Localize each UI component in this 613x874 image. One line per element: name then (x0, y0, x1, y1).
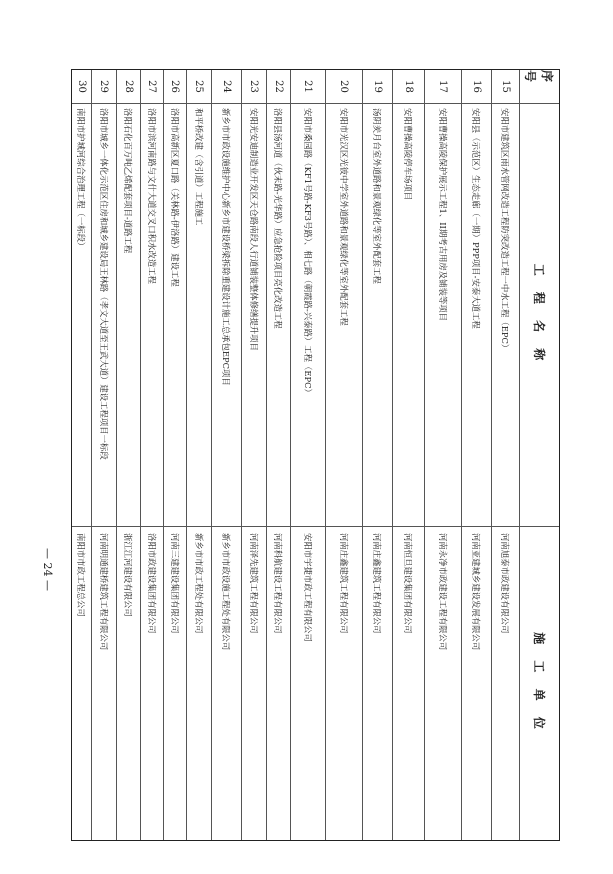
rotated-table-wrapper (71, 69, 560, 841)
table-row (461, 70, 491, 840)
row-unit: 南阳市市政工程总公司 (76, 533, 87, 617)
table-header-row (519, 70, 559, 840)
row-no: 23 (242, 70, 266, 104)
table-row (140, 70, 163, 840)
row-unit: 河南旭泰市政建设有限公司 (500, 533, 511, 634)
row-name: 安阳县（示范区）生态走廊（一期）PPP项目-安泰大道工程 (462, 104, 491, 527)
row-unit: 河南科航建设工程有限公司 (273, 533, 284, 634)
row-no: 15 (492, 70, 519, 104)
table-row (241, 70, 266, 840)
row-name: 南阳市护城河综合治理工程（一标段） (72, 104, 91, 527)
table-row (116, 70, 140, 840)
table-row (424, 70, 461, 840)
row-unit: 安阳市宇捷市政工程有限公司 (303, 533, 313, 642)
row-unit: 河南三建建设集团有限公司 (170, 533, 180, 634)
table-row (266, 70, 290, 840)
row-no: 28 (117, 70, 140, 104)
table-row (163, 70, 186, 840)
row-unit: 新乡市市政设施工程处有限公司 (221, 533, 232, 651)
row-no: 25 (187, 70, 211, 104)
row-no: 27 (141, 70, 163, 104)
project-table (71, 69, 560, 841)
row-name: 安阳曹操高陵停车场项目 (393, 104, 424, 527)
row-no: 18 (393, 70, 424, 104)
table-row (186, 70, 211, 840)
page-number: — 24 — (41, 548, 54, 591)
row-no: 24 (212, 70, 241, 104)
table-row (362, 70, 392, 840)
row-name: 安阳光安迪制造业开发区天仓路南段人行道铺装整体修缮提升项目 (242, 104, 266, 527)
table-row (91, 70, 116, 840)
row-unit: 河南泽先建筑工程有限公司 (249, 533, 259, 634)
row-unit: 河南庄鑫建筑工程有限公司 (339, 533, 349, 634)
row-no: 20 (326, 70, 362, 104)
row-name: 洛阳石化百万吨乙烯配套项目-道路工程 (117, 104, 140, 527)
row-no: 26 (164, 70, 186, 104)
row-no: 21 (291, 70, 325, 104)
row-name: 安阳市建筑区雨水管网改造工程防突改造工程一中水工程（EPC） (492, 104, 519, 527)
row-no: 19 (363, 70, 392, 104)
row-unit: 新乡市市政工程处有限公司 (194, 533, 204, 634)
table-row (72, 70, 91, 840)
row-name: 安阳曹操高陵保护展示工程1、II期考古用房及铺装等项目 (425, 104, 461, 527)
table-row (325, 70, 362, 840)
row-name: 洛阳市城乡一体化示范区住房和城乡建设局王林路（孝文大道至王武大道）建设工程项目一标段 (92, 104, 116, 527)
row-unit: 洛阳市政建设集团有限公司 (147, 533, 157, 634)
row-no: 30 (72, 70, 91, 104)
row-no: 29 (92, 70, 116, 104)
table-row (211, 70, 241, 840)
row-name: 洛阳市滨河南路与文什大道交叉口积水改造工程 (141, 104, 163, 527)
row-name: 安阳市光汉区光彼中学室外道路和景观绿化等室外配套工程 (326, 104, 362, 527)
row-unit: 浙江江河建设有限公司 (123, 533, 134, 617)
table-row (491, 70, 519, 840)
row-name: 汤阴羑月台室外道路和景观绿化等室外配套工程 (363, 104, 392, 527)
row-unit: 河南亚建城乡建设发展有限公司 (471, 533, 482, 651)
row-name: 洛阳市高新区夏口路（关林路-伊洛路）建设工程 (164, 104, 186, 527)
row-name: 新乡市市政设施维护中心新乡市建设桥梁拆除重建设计施工总承包EPC项目 (212, 104, 241, 527)
table-row (290, 70, 325, 840)
row-no: 22 (267, 70, 290, 104)
row-no: 17 (425, 70, 461, 104)
table-row (392, 70, 424, 840)
row-unit: 河南永净市政建设工程有限公司 (438, 533, 448, 651)
header-unit: 施 工 单 位 (532, 632, 546, 735)
row-no: 16 (462, 70, 491, 104)
row-name: 安阳市桑园路（KF1号路-KF3号路）、相七路（朝霞路-兴泰路）工程（EPC） (291, 104, 325, 527)
row-unit: 河南庄鑫建筑工程有限公司 (372, 533, 383, 634)
page-number-wrapper (40, 548, 56, 658)
row-name: 洛阳县汤河道（伙末路-光华路）应急抢险项目亮化改造工程 (267, 104, 290, 527)
header-name: 工 程 名 称 (520, 104, 559, 527)
header-no: 序号 (520, 70, 559, 104)
row-name: 和平桥改建（含引道）工程施工 (187, 104, 211, 527)
row-unit: 河南明通建桥建筑工程有限公司 (99, 533, 109, 651)
row-unit: 河南恒旦建设集团有限公司 (403, 533, 414, 634)
